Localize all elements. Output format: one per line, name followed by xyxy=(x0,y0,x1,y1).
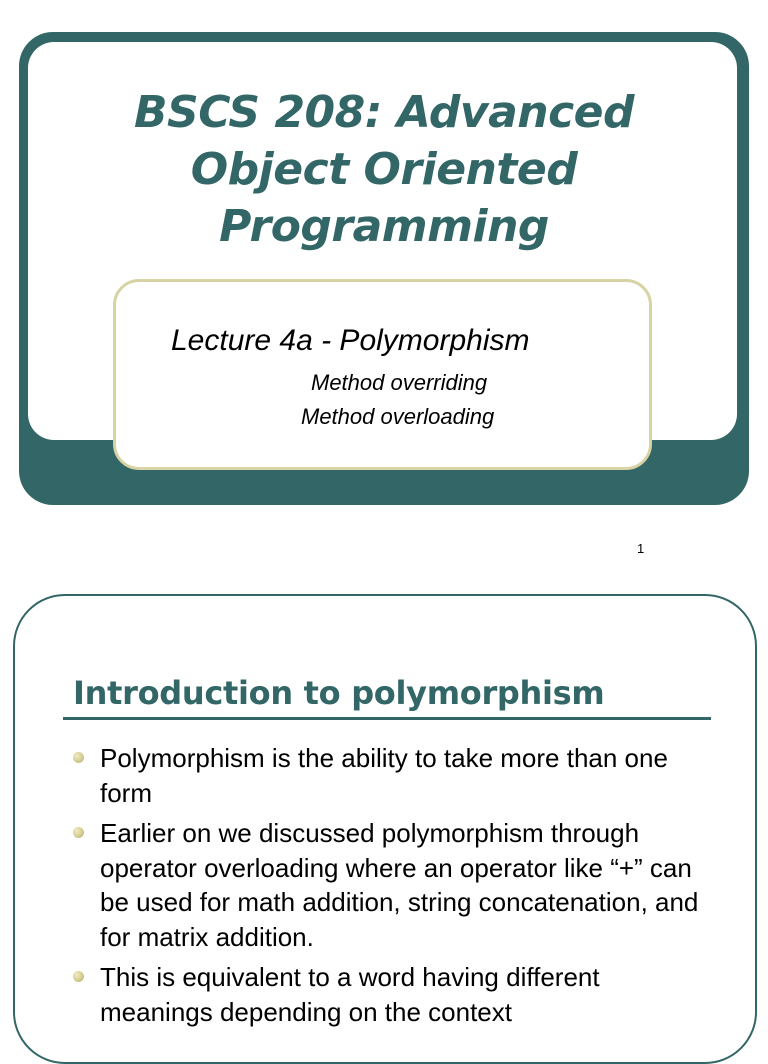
heading-underline xyxy=(63,717,711,720)
title-line-3: Programming xyxy=(219,201,549,252)
bullet-text: This is equivalent to a word having different meanings depending on the context xyxy=(100,962,600,1027)
title-line-1: BSCS 208: Advanced xyxy=(133,87,635,138)
bullet-list xyxy=(72,741,712,1035)
bullet-item xyxy=(72,741,712,810)
lecture-subtitle: Lecture 4a - Polymorphism xyxy=(171,324,530,357)
slide-title xyxy=(60,84,708,255)
subtitle-line-overloading: Method overloading xyxy=(301,404,495,429)
bullet-dot-icon xyxy=(73,752,84,763)
page-number: 1 xyxy=(637,541,645,556)
bullet-dot-icon xyxy=(73,971,84,982)
subtitle-line-overriding: Method overriding xyxy=(311,370,488,395)
title-line-2: Object Oriented xyxy=(190,144,578,195)
bullet-dot-icon xyxy=(73,827,84,838)
bullet-item xyxy=(72,816,712,954)
bullet-text: Polymorphism is the ability to take more than one form xyxy=(100,743,668,808)
slide-heading: Introduction to polymorphism xyxy=(73,674,605,712)
bullet-text: Earlier on we discussed polymorphism through operator overloading where an operator like “+” can be used for math addition, string concatenation, and for matrix addition. xyxy=(100,818,699,952)
bullet-item xyxy=(72,960,712,1029)
